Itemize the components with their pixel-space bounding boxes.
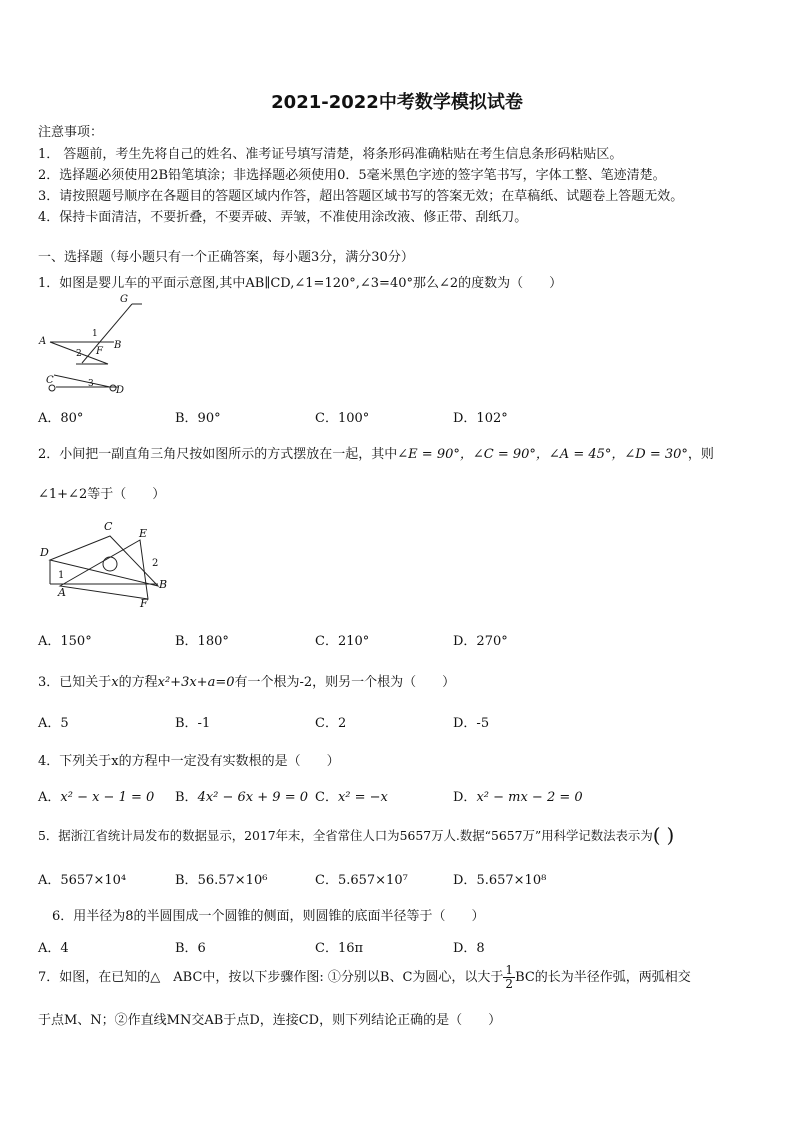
question-5-option-d[interactable]	[453, 869, 546, 888]
question-3-stem-a: 3．已知关于	[38, 675, 112, 690]
question-6-option-d[interactable]: D．8	[453, 941, 485, 956]
question-1-figure	[36, 292, 146, 398]
question-6-option-a[interactable]: A．4	[38, 941, 69, 956]
question-3-option-d[interactable]: D．-5	[453, 716, 490, 731]
option-d-equation: x² − mx − 2 = 0	[476, 790, 583, 805]
triangle-AEF	[60, 540, 148, 599]
line-through-F-to-G	[82, 304, 132, 363]
hole-circle	[103, 557, 117, 571]
question-2-option-a[interactable]: A．150°	[38, 634, 92, 649]
notice-item-2: 2．选择题必须使用2B铅笔填涂；非选择题必须使用0．5毫米黑色字迹的签字笔书写，字体工整、笔迹清楚。	[38, 168, 666, 183]
angle-label-2: 2	[152, 558, 159, 569]
question-6-stem: 6．用半径为8的半圆围成一个圆锥的侧面，则圆锥的底面半径等于（ ）	[52, 909, 485, 924]
option-b-letter: B．	[175, 790, 198, 805]
question-7-stem-b: BC的长为半径作弧，两弧相交	[515, 970, 691, 985]
question-4-option-a[interactable]	[38, 786, 154, 805]
label-A: A	[39, 336, 47, 347]
question-6-option-b[interactable]: B．6	[175, 941, 206, 956]
option-c-letter: C．	[315, 873, 338, 888]
option-a-letter: A．	[38, 873, 61, 888]
question-3-option-b[interactable]: B．-1	[175, 716, 211, 731]
question-5-stem-text: 5．据浙江省统计局发布的数据显示，2017年末，全省常住人口为5657万人.数据“5657万”用科学记数法表示为	[38, 828, 653, 843]
label-C: C	[46, 375, 54, 386]
option-a-value: 5657×10⁴	[60, 873, 127, 888]
angle-label-2: 2	[76, 349, 82, 359]
question-4-stem: 4．下列关于x的方程中一定没有实数根的是（ ）	[38, 754, 340, 769]
question-5-option-b[interactable]	[175, 869, 267, 888]
paren-left: (	[652, 823, 661, 847]
question-5-option-c[interactable]	[315, 869, 408, 888]
question-3-stem-c: 有一个根为-2，则另一个根为（ ）	[234, 675, 456, 690]
page-title: 2021-2022中考数学模拟试卷	[271, 92, 523, 113]
option-c-equation: x² = −x	[337, 790, 388, 805]
question-2-option-d[interactable]: D．270°	[453, 634, 508, 649]
fraction-denominator: 2	[505, 977, 514, 991]
question-6-option-c[interactable]: C．16π	[315, 941, 364, 956]
question-7-stem-a: 7．如图，在已知的△ ABC中，按以下步骤作图: ①分别以B、C为圆心，以大于	[38, 970, 504, 985]
label-G: G	[120, 294, 128, 305]
question-2-figure	[36, 518, 176, 614]
angle-label-1: 1	[58, 570, 65, 581]
label-B: B	[114, 340, 122, 351]
question-2-stem-line-1	[38, 443, 714, 462]
question-1-option-d[interactable]: D．102°	[453, 411, 508, 426]
notice-item-4: 4．保持卡面清洁，不要折叠，不要弄破、弄皱，不准使用涂改液、修正带、刮纸刀。	[38, 210, 528, 225]
question-7-stem-line-2: 于点M、N；②作直线MN交AB于点D，连接CD，则下列结论正确的是（ ）	[38, 1013, 502, 1028]
question-4-option-d[interactable]	[453, 786, 583, 805]
section-heading: 一、选择题（每小题只有一个正确答案，每小题3分，满分30分）	[38, 250, 414, 265]
label-E: E	[139, 527, 148, 540]
question-2-stem-text: 2．小间把一副直角三角尺按如图所示的方式摆放在一起，其中	[38, 447, 398, 462]
question-1-option-a[interactable]: A．80°	[38, 411, 84, 426]
option-b-value: 56.57×10⁶	[197, 873, 268, 888]
notice-heading: 注意事项：	[38, 125, 104, 140]
question-1-option-b[interactable]: B．90°	[175, 411, 221, 426]
question-4-option-c[interactable]	[315, 786, 388, 805]
label-A: A	[58, 586, 66, 599]
label-B: B	[159, 578, 168, 591]
notice-item-3: 3．请按照题号顺序在各题目的答题区域内作答，超出答题区域书写的答案无效；在草稿纸、试题卷上答题无效。	[38, 189, 684, 204]
fraction-one-half	[503, 964, 515, 991]
option-a-letter: A．	[38, 790, 61, 805]
question-3-option-a[interactable]: A．5	[38, 716, 69, 731]
option-d-letter: D．	[453, 873, 477, 888]
fraction-numerator: 1	[505, 963, 514, 977]
angle-label-3: 3	[88, 379, 94, 389]
label-C: C	[104, 520, 113, 533]
option-b-equation: 4x² − 6x + 9 = 0	[197, 790, 308, 805]
label-D: D	[116, 385, 125, 396]
angle-label-1: 1	[92, 329, 98, 339]
line-C-diagonal	[54, 375, 110, 387]
paren-right: )	[666, 823, 675, 847]
question-2-option-b[interactable]: B．180°	[175, 634, 229, 649]
question-5-option-a[interactable]	[38, 869, 126, 888]
notice-item-1: 1． 答题前，考生先将自己的姓名、准考证号填写清楚，将条形码准确粘贴在考生信息条形码粘贴区。	[38, 147, 623, 162]
question-2-option-c[interactable]: C．210°	[315, 634, 370, 649]
question-3-stem-b: 的方程	[118, 675, 158, 690]
option-b-letter: B．	[175, 873, 198, 888]
label-F: F	[96, 346, 103, 357]
question-2-angles: ∠E = 90°，∠C = 90°，∠A = 45°，∠D = 30°	[397, 447, 688, 462]
option-a-equation: x² − x − 1 = 0	[60, 790, 155, 805]
label-F: F	[140, 597, 148, 610]
option-c-letter: C．	[315, 790, 338, 805]
option-d-value: 5.657×10⁸	[476, 873, 547, 888]
question-4-option-b[interactable]	[175, 786, 308, 805]
question-3-var-x: x	[111, 675, 119, 690]
question-7-stem-line-1	[38, 964, 691, 991]
question-1-stem: 1．如图是婴儿车的平面示意图,其中AB∥CD,∠1=120°,∠3=40°那么∠2的度数为（ ）	[38, 276, 563, 291]
question-1-option-c[interactable]: C．100°	[315, 411, 370, 426]
question-3-option-c[interactable]: C．2	[315, 716, 347, 731]
option-d-letter: D．	[453, 790, 477, 805]
question-3-stem	[38, 671, 455, 690]
question-2-stem-line-2: ∠1+∠2等于（ ）	[38, 487, 166, 502]
question-3-equation: x²+3x+a=0	[157, 675, 235, 690]
label-D: D	[40, 546, 49, 559]
option-c-value: 5.657×10⁷	[337, 873, 408, 888]
question-2-stem-tail: ，则	[687, 447, 714, 462]
question-5-stem	[38, 823, 675, 847]
